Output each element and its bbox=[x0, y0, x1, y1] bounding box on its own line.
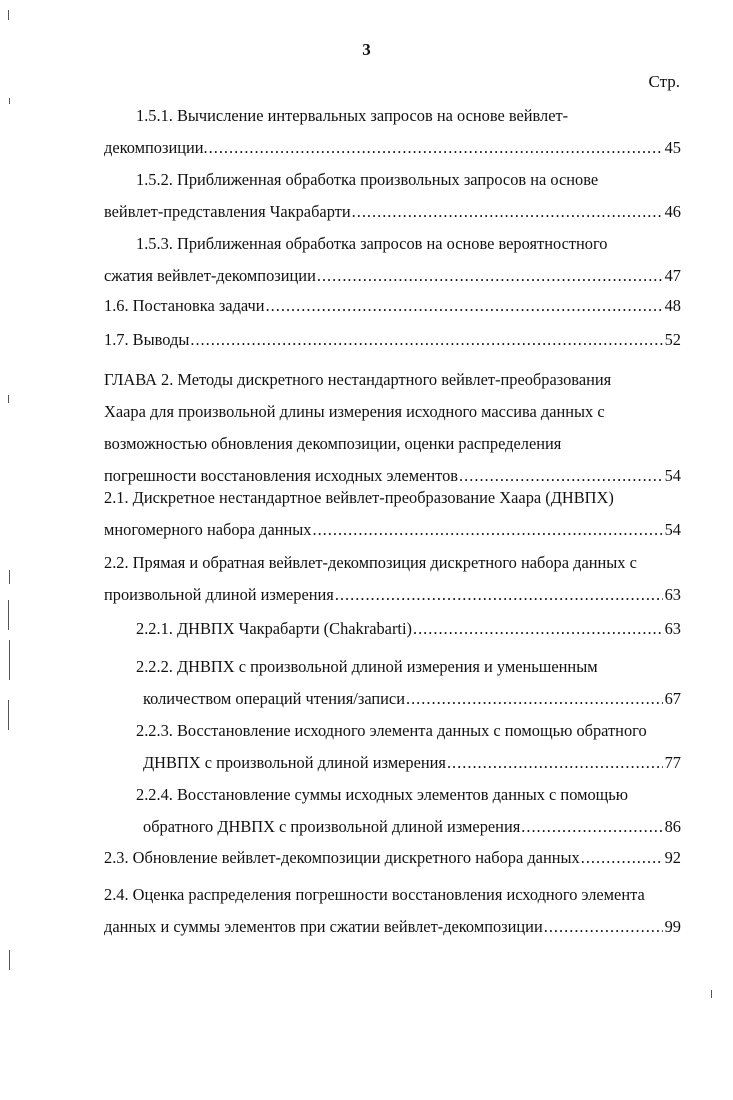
toc-page-number: 63 bbox=[664, 585, 681, 604]
scan-artifact bbox=[711, 990, 712, 998]
toc-entry-line: 2.2.4. Восстановление суммы исходных элементов данных с помощью bbox=[136, 785, 628, 804]
toc-entry-line: ГЛАВА 2. Методы дискретного нестандартного вейвлет-преобразования bbox=[104, 370, 612, 389]
toc-entry-line: обратного ДНВПХ с произвольной длиной измерения bbox=[143, 817, 521, 836]
toc-entry-1-5-2 bbox=[104, 164, 681, 228]
toc-entry-line: 1.7. Выводы bbox=[104, 330, 190, 349]
dot-leader bbox=[312, 514, 662, 546]
toc-page-number: 63 bbox=[664, 619, 681, 638]
toc-entry-line: многомерного набора данных bbox=[104, 520, 312, 539]
toc-entry-line: 2.2. Прямая и обратная вейвлет-декомпозиция дискретного набора данных с bbox=[104, 553, 637, 572]
toc-page-number: 92 bbox=[664, 848, 681, 867]
toc-page-number: 99 bbox=[664, 917, 681, 936]
toc-page-number: 52 bbox=[664, 330, 681, 349]
scan-artifact bbox=[9, 98, 10, 104]
dot-leader bbox=[190, 324, 662, 356]
scan-artifact bbox=[9, 950, 10, 970]
toc-page-number: 45 bbox=[664, 138, 681, 157]
dot-leader bbox=[209, 132, 663, 164]
scan-artifact bbox=[8, 10, 9, 20]
toc-page-number: 47 bbox=[664, 266, 681, 285]
toc-entry-1-5-1 bbox=[104, 100, 681, 164]
toc-entry-line: произвольной длиной измерения bbox=[104, 585, 334, 604]
toc-page-number: 67 bbox=[664, 689, 681, 708]
toc-entry-line: 2.3. Обновление вейвлет-декомпозиции дискретного набора данных bbox=[104, 848, 580, 867]
toc-entry-1-7 bbox=[104, 324, 681, 356]
toc-entry-2-2-3 bbox=[136, 715, 681, 779]
toc-entry-2-2 bbox=[104, 547, 681, 611]
dot-leader bbox=[352, 196, 663, 228]
toc-entry-line: сжатия вейвлет-декомпозиции bbox=[104, 266, 316, 285]
toc-entry-2-1 bbox=[104, 482, 681, 546]
toc-entry-line: декомпозиции. bbox=[104, 138, 208, 157]
toc-entry-line: Хаара для произвольной длины измерения исходного массива данных с bbox=[104, 402, 605, 421]
toc-entry-line: возможностью обновления декомпозиции, оценки распределения bbox=[104, 434, 562, 453]
dot-leader bbox=[581, 842, 663, 874]
dot-leader bbox=[266, 290, 663, 322]
toc-entry-1-6 bbox=[104, 290, 681, 322]
toc-entry-line: 2.2.1. ДНВПХ Чакрабарти (Chakrabarti) bbox=[136, 619, 412, 638]
scan-artifact bbox=[9, 570, 10, 584]
toc-entry-line: ДНВПХ с произвольной длиной измерения bbox=[143, 753, 446, 772]
dot-leader bbox=[406, 683, 663, 715]
toc-entry-line: количеством операций чтения/записи bbox=[143, 689, 405, 708]
page-number: 3 bbox=[362, 40, 371, 59]
scan-artifact bbox=[9, 640, 10, 680]
dot-leader bbox=[447, 747, 663, 779]
toc-page-number: 54 bbox=[664, 466, 681, 485]
toc-entry-line: 1.6. Постановка задачи bbox=[104, 296, 265, 315]
toc-entry-line: 2.2.2. ДНВПХ с произвольной длиной измерения и уменьшенным bbox=[136, 657, 598, 676]
toc-entry-line: 1.5.3. Приближенная обработка запросов на основе вероятностного bbox=[136, 234, 608, 253]
toc-page-number: 77 bbox=[664, 753, 681, 772]
toc-entry-2-3 bbox=[104, 842, 681, 874]
toc-entry-line: данных и суммы элементов при сжатии вейвлет-декомпозиции bbox=[104, 917, 543, 936]
dot-leader bbox=[335, 579, 663, 611]
toc-entry-2-4 bbox=[104, 879, 681, 943]
dot-leader bbox=[317, 260, 663, 292]
toc-entry-line: погрешности восстановления исходных элементов bbox=[104, 466, 459, 485]
toc-entry-1-5-3 bbox=[104, 228, 681, 292]
toc-page-number: 46 bbox=[664, 202, 681, 221]
toc-entry-2-2-2 bbox=[136, 651, 681, 715]
toc-page-number: 86 bbox=[664, 817, 681, 836]
dot-leader bbox=[521, 811, 662, 843]
scan-artifact bbox=[8, 600, 9, 630]
toc-entry-line: 2.2.3. Восстановление исходного элемента данных с помощью обратного bbox=[136, 721, 647, 740]
toc-entry-line: 1.5.2. Приближенная обработка произвольных запросов на основе bbox=[136, 170, 599, 189]
toc-entry-line: 2.1. Дискретное нестандартное вейвлет-преобразование Хаара (ДНВПХ) bbox=[104, 488, 614, 507]
toc-entry-line: вейвлет-представления Чакрабарти bbox=[104, 202, 351, 221]
pages-column-header: Стр. bbox=[648, 72, 680, 91]
scan-artifact bbox=[8, 395, 9, 403]
toc-entry-line: 1.5.1. Вычисление интервальных запросов на основе вейвлет- bbox=[136, 106, 569, 125]
scan-artifact bbox=[8, 700, 9, 730]
dot-leader bbox=[413, 613, 663, 645]
toc-entry-line: 2.4. Оценка распределения погрешности восстановления исходного элемента bbox=[104, 885, 645, 904]
toc-page-number: 54 bbox=[664, 520, 681, 539]
toc-entry-2-2-1 bbox=[136, 613, 681, 645]
dot-leader bbox=[544, 911, 663, 943]
toc-entry-2-2-4 bbox=[136, 779, 681, 843]
toc-entry-chapter-2 bbox=[104, 364, 681, 492]
toc-page-number: 48 bbox=[664, 296, 681, 315]
